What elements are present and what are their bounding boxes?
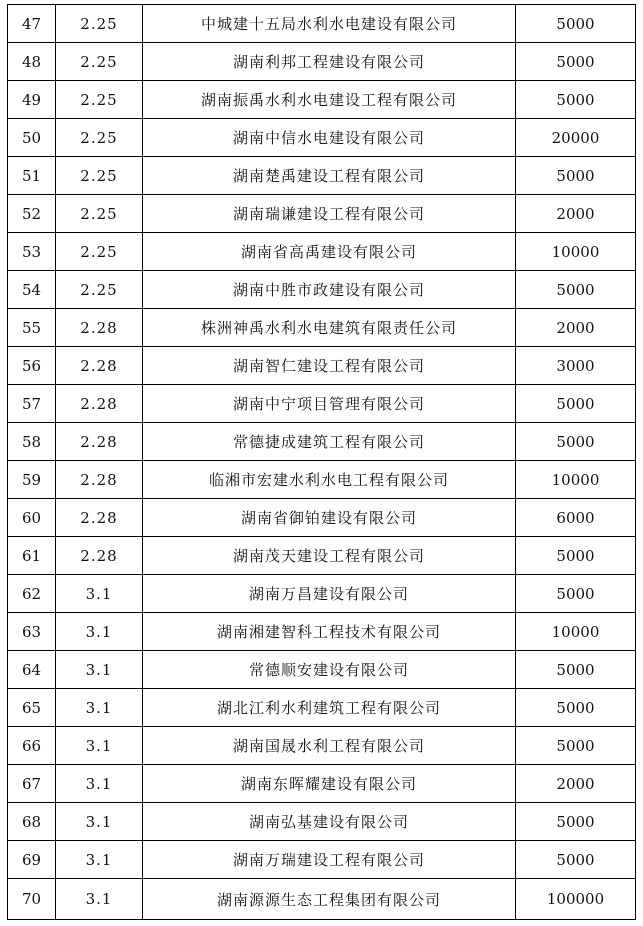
row-date-cell: 3.1 [56,803,143,841]
row-amount-cell: 2000 [516,195,636,233]
row-amount-cell: 5000 [516,5,636,43]
row-amount-cell: 5000 [516,385,636,423]
row-number-cell: 59 [8,461,56,499]
row-amount-cell: 10000 [516,233,636,271]
row-date-cell: 2.28 [56,385,143,423]
row-amount-cell: 5000 [516,423,636,461]
table-row [8,309,636,347]
row-company-cell: 湖南中宁项目管理有限公司 [143,385,516,423]
row-number-cell: 57 [8,385,56,423]
row-company-cell: 湖北江利水利建筑工程有限公司 [143,689,516,727]
row-date-cell: 2.25 [56,233,143,271]
row-company-cell: 湖南中信水电建设有限公司 [143,119,516,157]
table-row [8,841,636,879]
row-company-cell: 湖南国晟水利工程有限公司 [143,727,516,765]
table-row [8,43,636,81]
row-amount-cell: 6000 [516,499,636,537]
table-row [8,347,636,385]
row-company-cell: 湖南省御铂建设有限公司 [143,499,516,537]
row-date-cell: 3.1 [56,651,143,689]
row-date-cell: 2.28 [56,423,143,461]
row-company-cell: 湖南智仁建设工程有限公司 [143,347,516,385]
row-company-cell: 湖南振禹水利水电建设工程有限公司 [143,81,516,119]
row-date-cell: 2.28 [56,309,143,347]
row-company-cell: 湖南中胜市政建设有限公司 [143,271,516,309]
row-company-cell: 湖南弘基建设有限公司 [143,803,516,841]
row-company-cell: 中城建十五局水利水电建设有限公司 [143,5,516,43]
row-date-cell: 2.28 [56,347,143,385]
row-amount-cell: 5000 [516,43,636,81]
row-company-cell: 湖南万昌建设有限公司 [143,575,516,613]
table-row [8,651,636,689]
table-row [8,803,636,841]
row-amount-cell: 10000 [516,461,636,499]
row-amount-cell: 10000 [516,613,636,651]
row-amount-cell: 5000 [516,81,636,119]
row-date-cell: 2.25 [56,157,143,195]
row-date-cell: 2.25 [56,195,143,233]
row-number-cell: 56 [8,347,56,385]
row-company-cell: 湖南省高禹建设有限公司 [143,233,516,271]
row-date-cell: 2.25 [56,119,143,157]
row-date-cell: 3.1 [56,689,143,727]
row-date-cell: 2.28 [56,461,143,499]
row-date-cell: 3.1 [56,879,143,920]
table-row [8,385,636,423]
row-company-cell: 湖南源源生态工程集团有限公司 [143,879,516,920]
row-date-cell: 3.1 [56,841,143,879]
row-number-cell: 66 [8,727,56,765]
row-amount-cell: 5000 [516,651,636,689]
table-row [8,271,636,309]
row-company-cell: 湖南湘建智科工程技术有限公司 [143,613,516,651]
table-row [8,575,636,613]
row-company-cell: 湖南利邦工程建设有限公司 [143,43,516,81]
row-amount-cell: 5000 [516,803,636,841]
row-number-cell: 69 [8,841,56,879]
table-row [8,537,636,575]
row-company-cell: 湖南瑞谦建设工程有限公司 [143,195,516,233]
table-row [8,689,636,727]
row-date-cell: 2.25 [56,43,143,81]
row-amount-cell: 5000 [516,575,636,613]
row-amount-cell: 5000 [516,157,636,195]
table-row [8,423,636,461]
table-row [8,5,636,43]
row-company-cell: 株洲神禹水利水电建筑有限责任公司 [143,309,516,347]
table-row [8,727,636,765]
row-amount-cell: 5000 [516,537,636,575]
row-number-cell: 68 [8,803,56,841]
table-row [8,879,636,920]
row-date-cell: 3.1 [56,575,143,613]
row-number-cell: 58 [8,423,56,461]
row-date-cell: 2.25 [56,271,143,309]
row-date-cell: 2.28 [56,537,143,575]
row-number-cell: 48 [8,43,56,81]
row-date-cell: 3.1 [56,727,143,765]
row-amount-cell: 5000 [516,841,636,879]
row-number-cell: 64 [8,651,56,689]
row-company-cell: 湖南万瑞建设工程有限公司 [143,841,516,879]
row-number-cell: 61 [8,537,56,575]
row-number-cell: 55 [8,309,56,347]
row-amount-cell: 100000 [516,879,636,920]
table-row [8,157,636,195]
row-amount-cell: 5000 [516,689,636,727]
row-company-cell: 湖南茂天建设工程有限公司 [143,537,516,575]
row-number-cell: 67 [8,765,56,803]
row-number-cell: 52 [8,195,56,233]
row-number-cell: 51 [8,157,56,195]
table-body [8,5,636,920]
row-date-cell: 3.1 [56,765,143,803]
row-date-cell: 2.25 [56,5,143,43]
row-number-cell: 53 [8,233,56,271]
row-amount-cell: 3000 [516,347,636,385]
row-company-cell: 湖南楚禹建设工程有限公司 [143,157,516,195]
row-number-cell: 60 [8,499,56,537]
row-amount-cell: 5000 [516,727,636,765]
row-date-cell: 2.28 [56,499,143,537]
row-company-cell: 常德顺安建设有限公司 [143,651,516,689]
row-number-cell: 50 [8,119,56,157]
row-number-cell: 62 [8,575,56,613]
row-amount-cell: 2000 [516,765,636,803]
row-number-cell: 65 [8,689,56,727]
row-number-cell: 47 [8,5,56,43]
row-amount-cell: 2000 [516,309,636,347]
row-number-cell: 54 [8,271,56,309]
row-date-cell: 3.1 [56,613,143,651]
table-row [8,765,636,803]
table-row [8,613,636,651]
row-date-cell: 2.25 [56,81,143,119]
row-company-cell: 湖南东晖耀建设有限公司 [143,765,516,803]
table-row [8,81,636,119]
table-row [8,461,636,499]
table-row [8,195,636,233]
donation-table [7,4,636,920]
row-amount-cell: 20000 [516,119,636,157]
table-row [8,233,636,271]
row-number-cell: 70 [8,879,56,920]
row-amount-cell: 5000 [516,271,636,309]
row-number-cell: 63 [8,613,56,651]
row-company-cell: 常德捷成建筑工程有限公司 [143,423,516,461]
table-row [8,119,636,157]
row-number-cell: 49 [8,81,56,119]
row-company-cell: 临湘市宏建水利水电工程有限公司 [143,461,516,499]
table-row [8,499,636,537]
